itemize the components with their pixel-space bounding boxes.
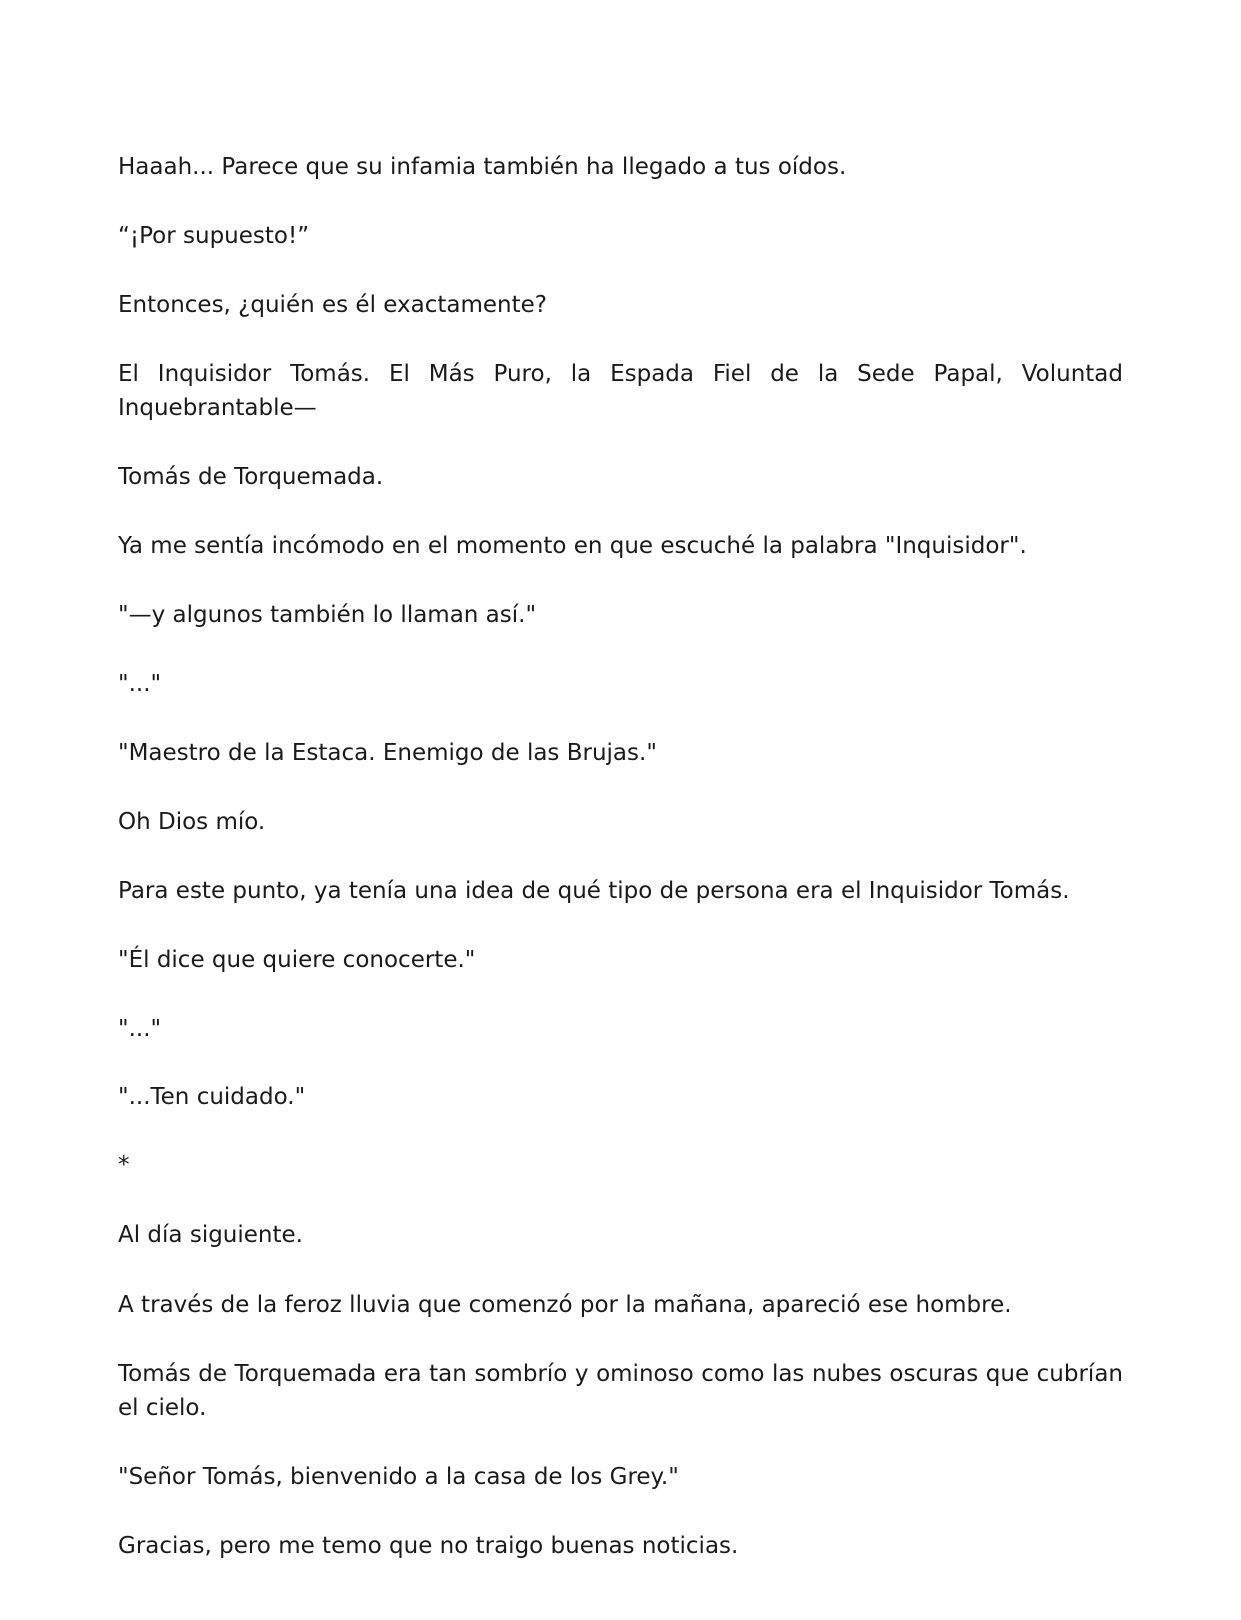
paragraph: A través de la feroz lluvia que comenzó por la mañana, apareció ese hombre. [118, 1292, 1012, 1318]
paragraph: Entonces, ¿quién es él exactamente? [118, 292, 548, 318]
paragraph: "..." [118, 671, 162, 697]
paragraph: Para este punto, ya tenía una idea de qué tipo de persona era el Inquisidor Tomás. [118, 878, 1070, 904]
paragraph: Ya me sentía incómodo en el momento en que escuché la palabra "Inquisidor". [118, 533, 1027, 559]
paragraph: “¡Por supuesto!” [118, 223, 310, 249]
paragraph: "Señor Tomás, bienvenido a la casa de los Grey." [118, 1464, 679, 1490]
paragraph: "Maestro de la Estaca. Enemigo de las Brujas." [118, 740, 657, 766]
paragraph: Haaah... Parece que su infamia también ha llegado a tus oídos. [118, 154, 847, 180]
scene-break: * [118, 1152, 130, 1178]
paragraph: "...Ten cuidado." [118, 1084, 306, 1110]
paragraph: "Él dice que quiere conocerte." [118, 947, 476, 973]
paragraph: Tomás de Torquemada era tan sombrío y ominoso como las nubes oscuras que cubrían el cielo. [118, 1361, 1123, 1421]
paragraph: "—y algunos también lo llaman así." [118, 602, 537, 628]
paragraph: Al día siguiente. [118, 1222, 303, 1248]
paragraph: Oh Dios mío. [118, 809, 266, 835]
paragraph: "..." [118, 1016, 162, 1042]
paragraph: Gracias, pero me temo que no traigo buenas noticias. [118, 1533, 739, 1559]
paragraph: Tomás de Torquemada. [118, 464, 384, 490]
paragraph: El Inquisidor Tomás. El Más Puro, la Espada Fiel de la Sede Papal, Voluntad Inquebrantable— [118, 361, 1123, 421]
